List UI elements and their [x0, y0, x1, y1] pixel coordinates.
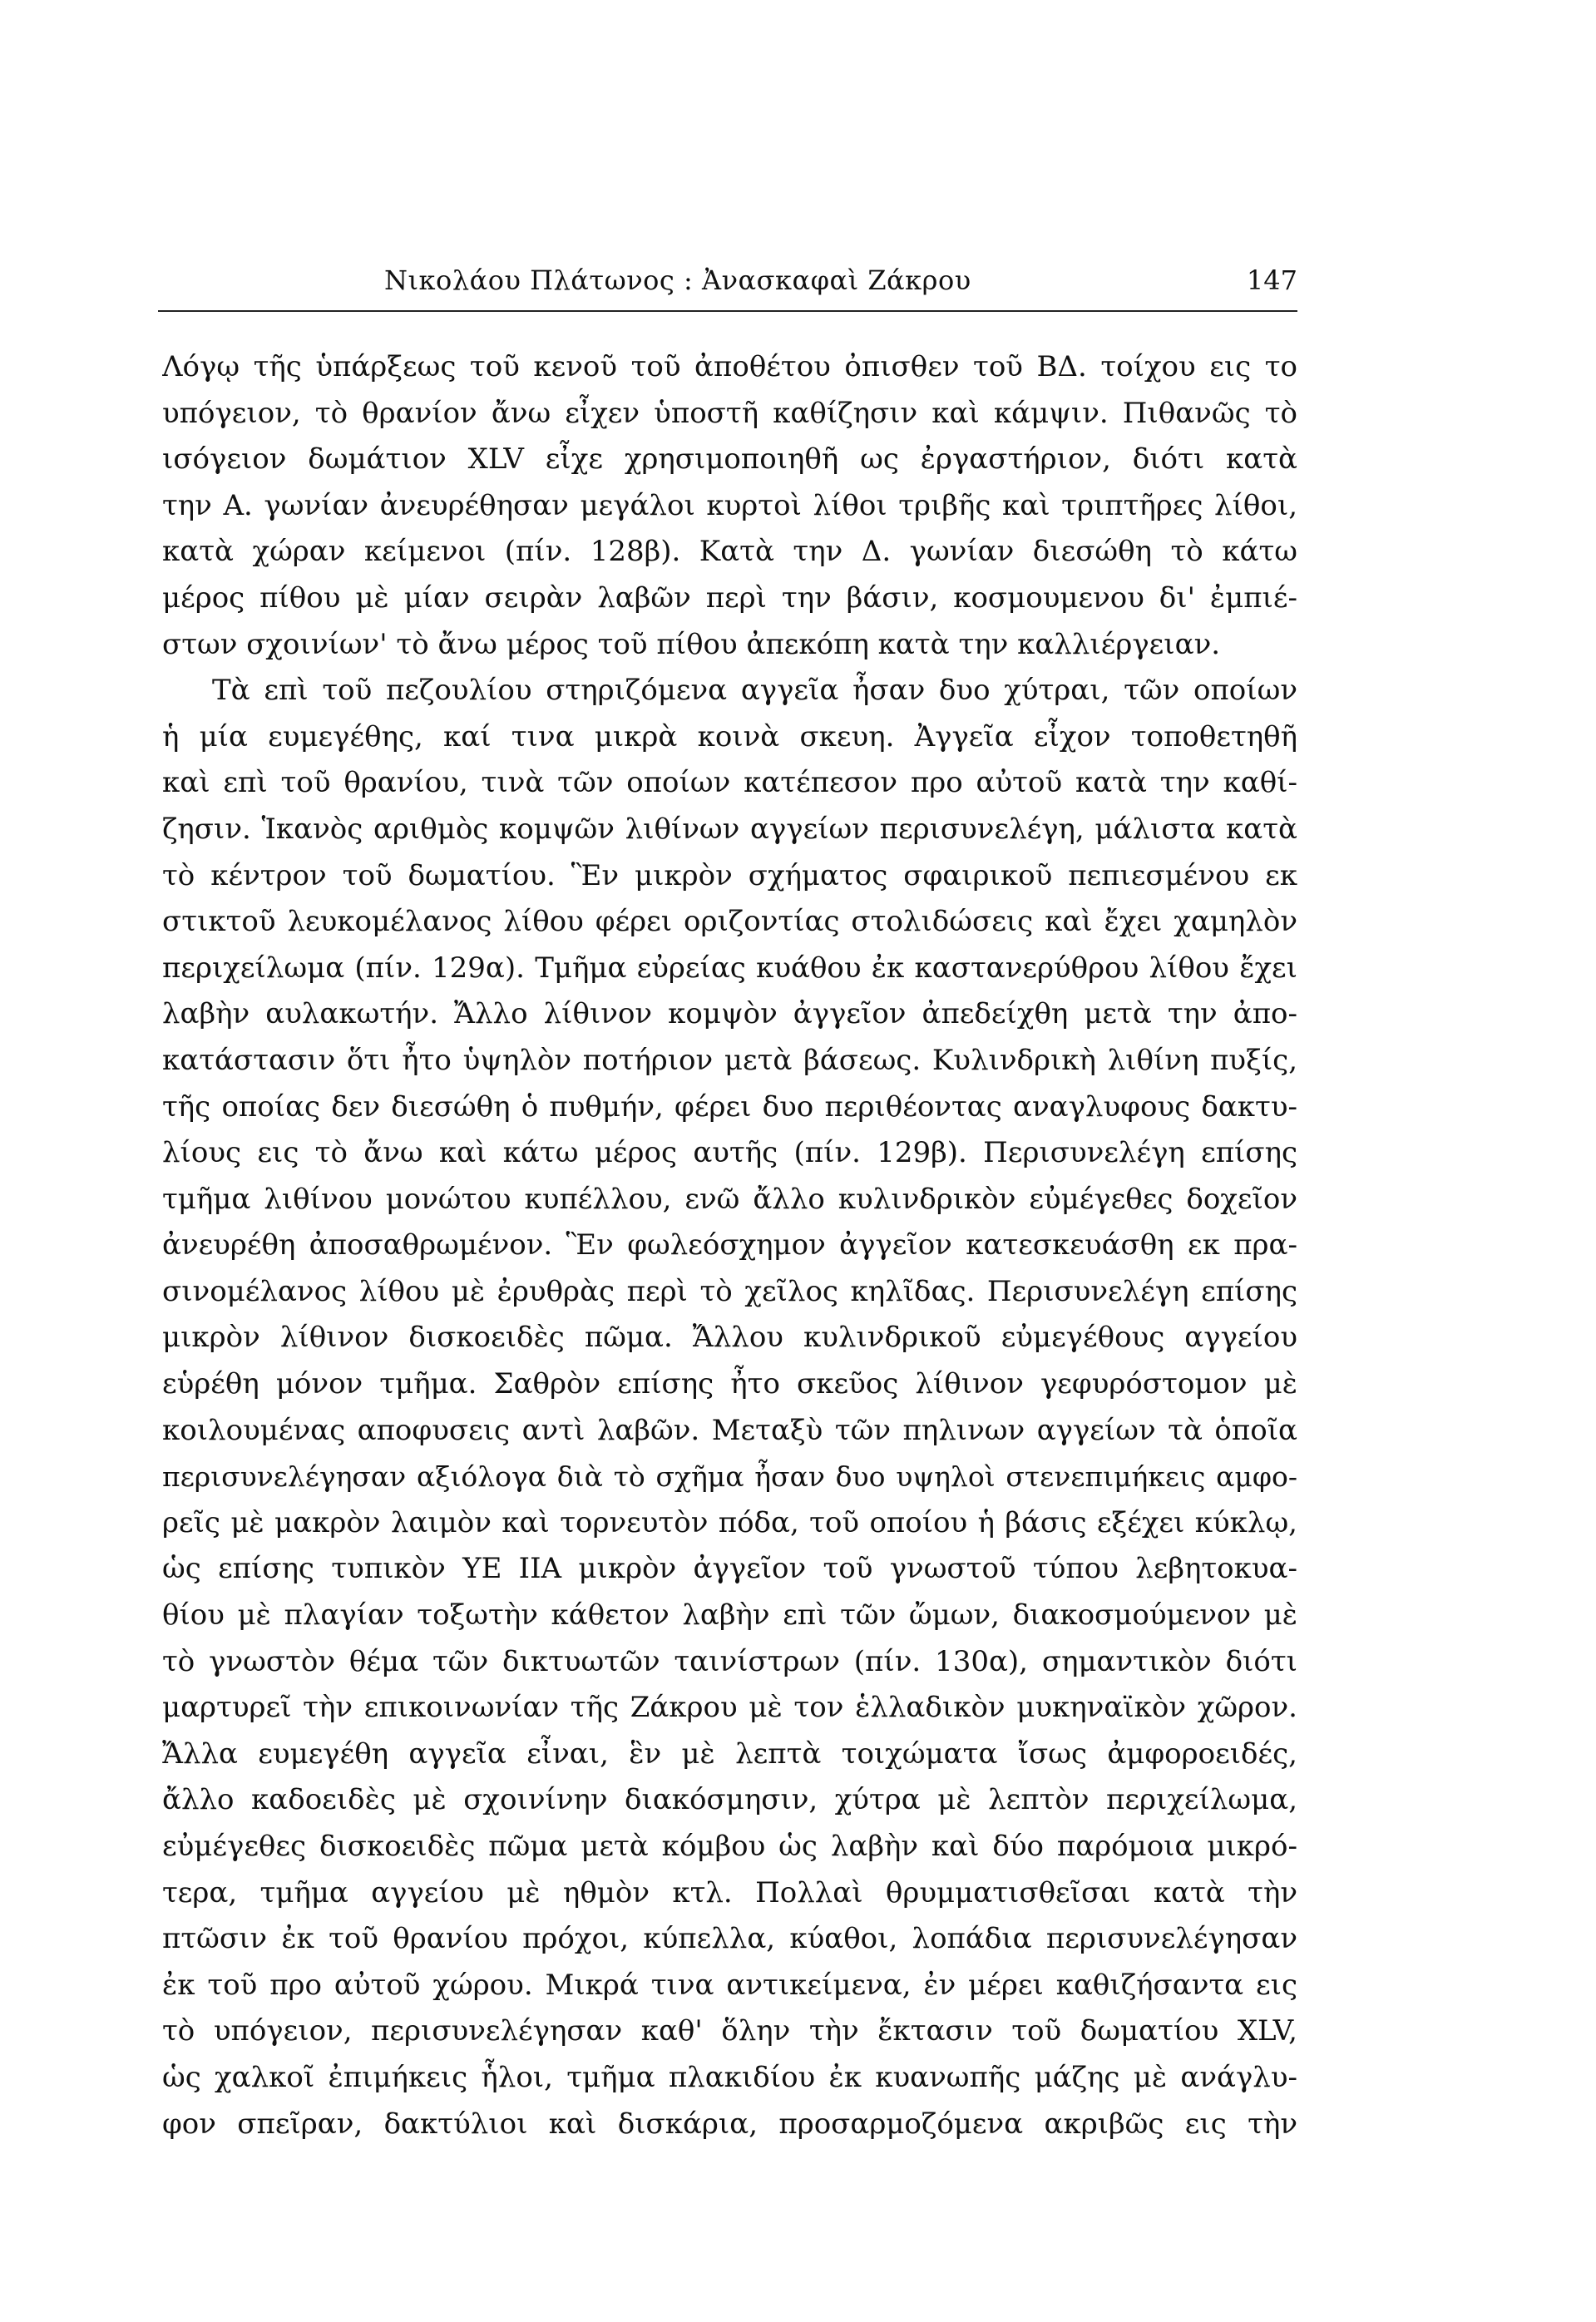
text-line: τὸ γνωστὸν θέμα τῶν δικτυωτῶν ταινίστρων (πίν. 130α), σημαντικὸν διότι	[162, 1644, 1297, 1678]
text-line: εὐμέγεθες δισκοειδὲς πῶμα μετὰ κόμβου ὡς λαβὴν καὶ δύο παρόμοια μικρό-	[162, 1830, 1297, 1863]
text-line: τμῆμα λιθίνου μονώτου κυπέλλου, ενῶ ἄλλο κυλινδρικὸν εὐμέγεθες δοχεῖον	[162, 1182, 1297, 1216]
text-line: ἡ μία ευμεγέθης, καί τινα μικρὰ κοινὰ σκευη. Ἀγγεῖα εἶχον τοποθετηθῆ	[162, 719, 1297, 753]
text-line: ὡς επίσης τυπικὸν ΥΕ ΙΙΑ μικρὸν ἀγγεῖον τοῦ γνωστοῦ τύπου λεβητοκυα-	[162, 1552, 1297, 1586]
text-line: Λόγῳ τῆς ὑπάρξεως τοῦ κενοῦ τοῦ ἀποθέτου ὀπισθεν τοῦ ΒΔ. τοίχου εις το	[162, 350, 1297, 383]
text-line: λίους εις τὸ ἄνω καὶ κάτω μέρος αυτῆς (πίν. 129β). Περισυνελέγη επίσης	[162, 1136, 1297, 1170]
text-line: μέρος πίθου μὲ μίαν σειρὰν λαβῶν περὶ την βάσιν, κοσμουμενου δι' ἐμπιέ-	[162, 580, 1297, 615]
text-line: κατάστασιν ὅτι ἦτο ὑψηλὸν ποτήριον μετὰ βάσεως. Κυλινδρικὴ λιθίνη πυξίς,	[162, 1043, 1297, 1077]
text-line: καὶ επὶ τοῦ θρανίου, τινὰ τῶν οποίων κατέπεσον προ αὐτοῦ κατὰ την καθί-	[162, 766, 1297, 800]
text-line: μικρὸν λίθινον δισκοειδὲς πῶμα. Ἄλλου κυλινδρικοῦ εὐμεγέθους αγγείου	[162, 1321, 1297, 1355]
text-line: πτῶσιν ἐκ τοῦ θρανίου πρόχοι, κύπελλα, κύαθοι, λοπάδια περισυνελέγησαν	[162, 1922, 1297, 1956]
running-title: Νικολάου Πλάτωνος : Ἀνασκαφαὶ Ζάκρου	[384, 264, 971, 296]
text-line: στων σχοινίων' τὸ ἄνω μέρος τοῦ πίθου ἀπεκόπη κατὰ την καλλιέργειαν.	[162, 627, 1221, 661]
text-line: ἐκ τοῦ προ αὐτοῦ χώρου. Μικρά τινα αντικείμενα, ἐν μέρει καθιζήσαντα εις	[162, 1968, 1297, 2002]
text-line: περιχείλωμα (πίν. 129α). Τμῆμα εὐρείας κυάθου ἐκ καστανερύθρου λίθου ἔχει	[162, 951, 1297, 985]
text-line: εὑρέθη μόνον τμῆμα. Σαθρὸν επίσης ἦτο σκεῦος λίθινον γεφυρόστομον μὲ	[162, 1367, 1297, 1401]
text-line: λαβὴν αυλακωτήν. Ἄλλο λίθινον κομψὸν ἀγγεῖον ἀπεδείχθη μετὰ την ἀπο-	[162, 997, 1297, 1031]
text-line: ὡς χαλκοῖ ἐπιμήκεις ἧλοι, τμῆμα πλακιδίου ἐκ κυανωπῆς μάζης μὲ ανάγλυ-	[162, 2060, 1297, 2094]
text-line: την Α. γωνίαν ἀνευρέθησαν μεγάλοι κυρτοὶ λίθοι τριβῆς καὶ τριπτῆρες λίθοι,	[162, 488, 1297, 522]
text-line: μαρτυρεῖ τὴν επικοινωνίαν τῆς Ζάκρου μὲ τον ἑλλαδικὸν μυκηναϊκὸν χῶρον.	[162, 1691, 1297, 1725]
header-rule	[158, 310, 1297, 312]
text-line: ισόγειον δωμάτιον XLV εἶχε χρησιμοποιηθῆ ως ἐργαστήριον, διότι κατὰ	[162, 442, 1297, 477]
text-line: Τὰ επὶ τοῦ πεζουλίου στηριζόμενα αγγεῖα ἦσαν δυο χύτραι, τῶν οποίων	[212, 674, 1297, 708]
text-line: τὸ υπόγειον, περισυνελέγησαν καθ' ὅλην τὴν ἔκτασιν τοῦ δωματίου XLV,	[162, 2014, 1297, 2048]
text-line: κοιλουμένας αποφυσεις αντὶ λαβῶν. Μεταξὺ τῶν πηλινων αγγείων τὰ ὁποῖα	[162, 1413, 1297, 1447]
text-line: τερα, τμῆμα αγγείου μὲ ηθμὸν κτλ. Πολλαὶ θρυμματισθεῖσαι κατὰ τὴν	[162, 1875, 1297, 1909]
text-line: τὸ κέντρον τοῦ δωματίου. Ἓν μικρὸν σχήματος σφαιρικοῦ πεπιεσμένου εκ	[162, 858, 1297, 892]
text-line: κατὰ χώραν κείμενοι (πίν. 128β). Κατὰ την Δ. γωνίαν διεσώθη τὸ κάτω	[162, 535, 1297, 569]
text-line: ρεῖς μὲ μακρὸν λαιμὸν καὶ τορνευτὸν πόδα, τοῦ οποίου ἡ βάσις εξέχει κύκλῳ,	[162, 1505, 1297, 1539]
text-line: θίου μὲ πλαγίαν τοξωτὴν κάθετον λαβὴν επὶ τῶν ὤμων, διακοσμούμενον μὲ	[162, 1598, 1297, 1633]
text-line: τῆς οποίας δεν διεσώθη ὁ πυθμήν, φέρει δυο περιθέοντας αναγλυφους δακτυ-	[162, 1089, 1297, 1124]
text-line: ἄλλο καδοειδὲς μὲ σχοινίνην διακόσμησιν, χύτρα μὲ λεπτὸν περιχείλωμα,	[162, 1783, 1297, 1817]
text-line: σινομέλανος λίθου μὲ ἐρυθρὰς περὶ τὸ χεῖλος κηλῖδας. Περισυνελέγη επίσης	[162, 1274, 1297, 1308]
text-line: Ἄλλα ευμεγέθη αγγεῖα εἶναι, ἓν μὲ λεπτὰ τοιχώματα ἴσως ἀμφοροειδές,	[162, 1737, 1297, 1771]
text-line: στικτοῦ λευκομέλανος λίθου φέρει οριζοντίας στολιδώσεις καὶ ἔχει χαμηλὸν	[162, 905, 1297, 939]
text-line: ἀνευρέθη ἀποσαθρωμένον. Ἓν φωλεόσχημον ἀγγεῖον κατεσκευάσθη εκ πρα-	[162, 1228, 1297, 1262]
body-text	[162, 344, 1297, 2147]
running-head	[158, 264, 1297, 301]
text-line: ζησιν. Ἱκανὸς αριθμὸς κομψῶν λιθίνων αγγείων περισυνελέγη, μάλιστα κατὰ	[162, 812, 1297, 846]
page-number: 147	[1246, 264, 1297, 296]
text-line: υπόγειον, τὸ θρανίον ἄνω εἶχεν ὑποστῆ καθίζησιν καὶ κάμψιν. Πιθανῶς τὸ	[162, 396, 1297, 430]
text-line: περισυνελέγησαν αξιόλογα διὰ τὸ σχῆμα ἦσαν δυο υψηλοὶ στενεπιμήκεις αμφο-	[162, 1460, 1297, 1494]
text-line: φον σπεῖραν, δακτύλιοι καὶ δισκάρια, προσαρμοζόμενα ακριβῶς εις τὴν	[162, 2107, 1297, 2141]
